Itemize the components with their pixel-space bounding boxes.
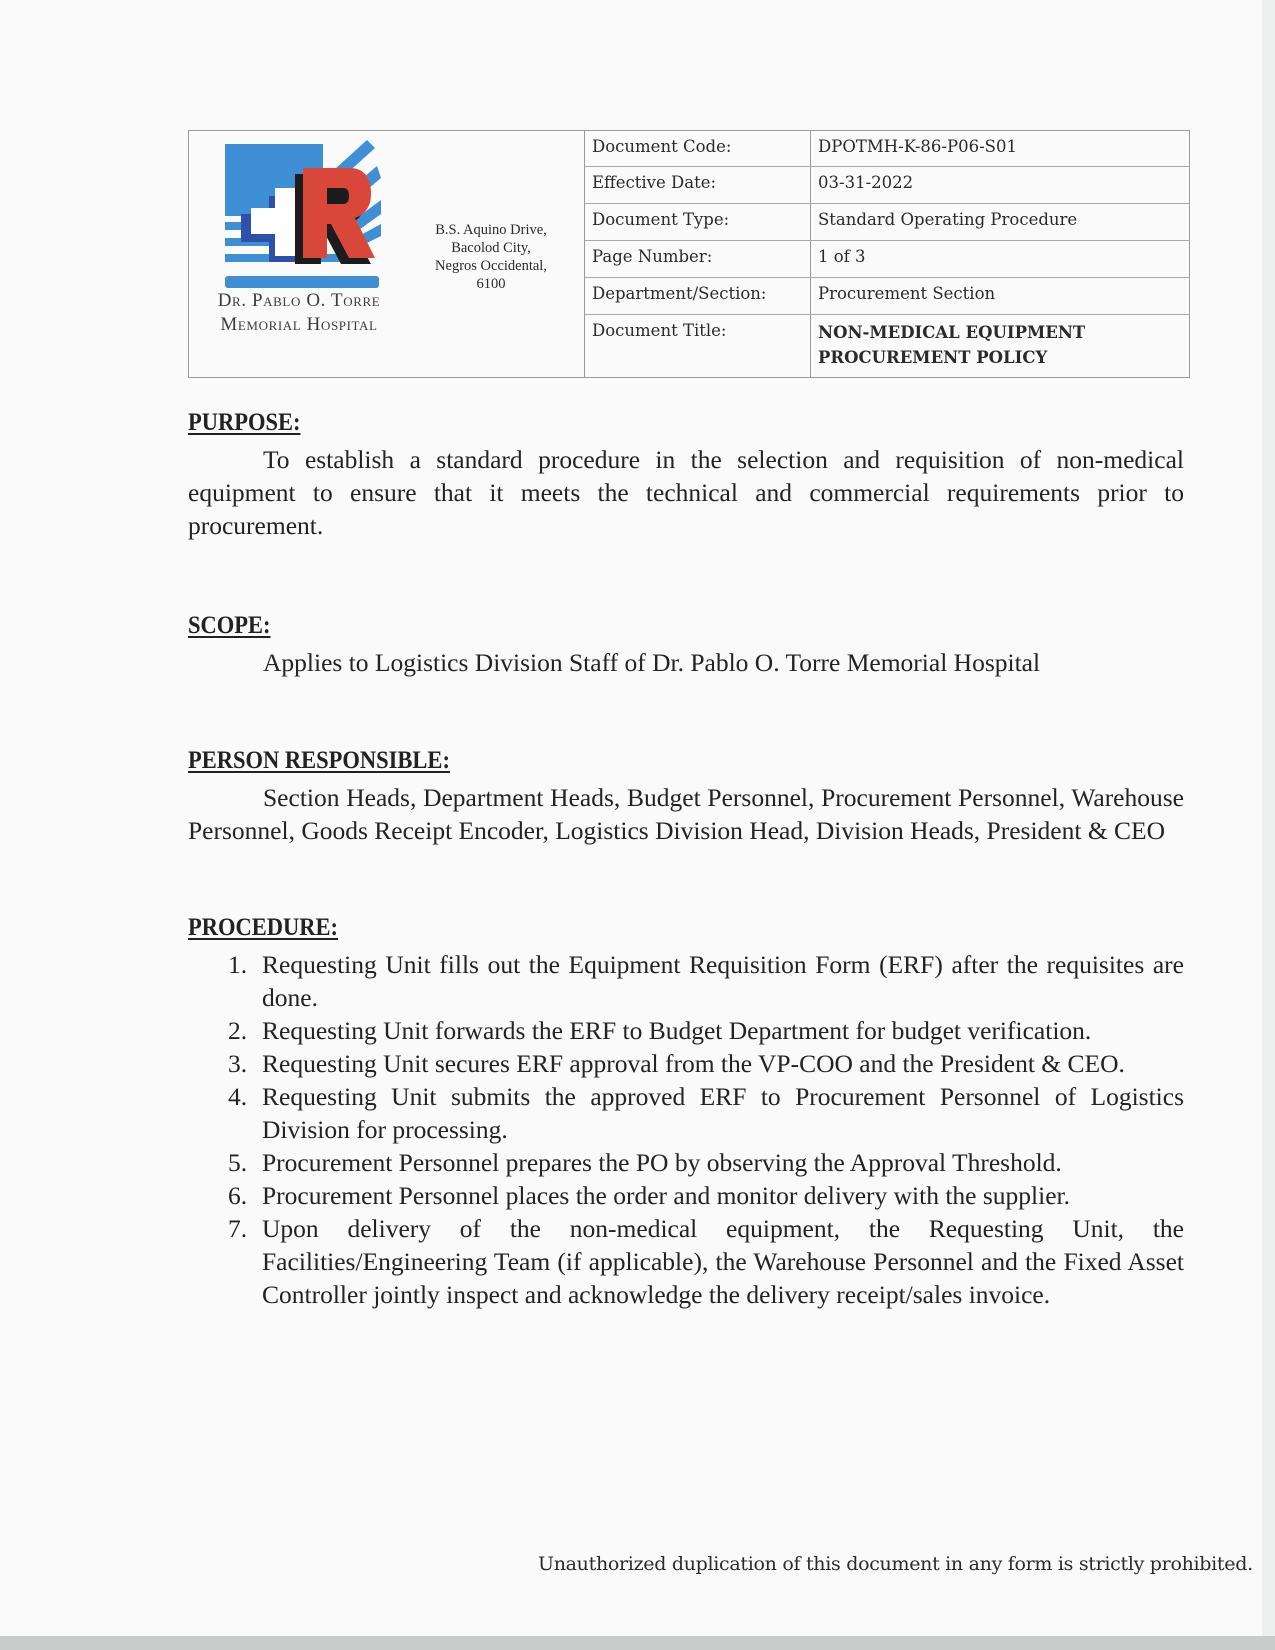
document-meta-table <box>584 131 1190 377</box>
address-line: B.S. Aquino Drive, <box>435 222 547 238</box>
document-title-line2: PROCUREMENT POLICY <box>818 348 1048 367</box>
address-line: 6100 <box>476 276 506 292</box>
procedure-steps <box>188 948 1184 1311</box>
duplication-notice: Unauthorized duplication of this document in any form is strictly prohibited. <box>538 1553 1253 1575</box>
document-title-line1: NON-MEDICAL EQUIPMENT <box>818 323 1086 342</box>
step-number: 3. <box>228 1049 248 1078</box>
step-text: Requesting Unit secures ERF approval from the VP-COO and the President & CEO. <box>262 1049 1125 1078</box>
meta-label: Effective Date: <box>585 167 811 203</box>
procedure-step <box>188 1179 1184 1212</box>
scan-edge-right <box>1262 0 1275 1650</box>
meta-label: Page Number: <box>585 241 811 277</box>
hospital-logo-icon <box>225 138 381 290</box>
procedure-step <box>188 1047 1184 1080</box>
procedure-step <box>188 1212 1184 1311</box>
meta-row-effective-date <box>585 167 1190 204</box>
meta-row-page-number <box>585 241 1190 278</box>
meta-row-document-title <box>585 315 1190 377</box>
scope-text-body: Applies to Logistics Division Staff of Dr. Pablo O. Torre Memorial Hospital <box>263 648 1041 677</box>
address-line: Negros Occidental, <box>435 258 547 274</box>
step-number: 7. <box>228 1214 248 1243</box>
address-line: Bacolod City, <box>451 240 531 256</box>
meta-row-department <box>585 278 1190 315</box>
person-responsible-text <box>188 781 1184 847</box>
meta-value: Standard Operating Procedure <box>818 210 1078 229</box>
step-text: Requesting Unit forwards the ERF to Budget Department for budget verification. <box>262 1016 1092 1045</box>
meta-label: Document Code: <box>585 131 811 166</box>
step-text: Procurement Personnel places the order and monitor delivery with the supplier. <box>262 1181 1070 1210</box>
procedure-step <box>188 1146 1184 1179</box>
meta-value: Procurement Section <box>818 284 996 303</box>
meta-label: Document Title: <box>585 315 811 377</box>
meta-row-document-type <box>585 204 1190 241</box>
hospital-address <box>397 131 585 377</box>
step-text: Procurement Personnel prepares the PO by observing the Approval Threshold. <box>262 1148 1062 1177</box>
procedure-step <box>188 948 1184 1014</box>
step-text: Upon delivery of the non-medical equipment, the Requesting Unit, the Facilities/Engineering Team (if applicable), the Warehouse Personnel and the Fixed Asset Controller jointly inspect and acknowledge the delivery receipt/sales invoice. <box>262 1214 1184 1309</box>
scan-edge-bottom <box>0 1636 1275 1650</box>
scope-text <box>188 646 1184 679</box>
meta-value: 03-31-2022 <box>818 173 914 192</box>
hospital-name-line2: Memorial Hospital <box>220 314 378 335</box>
hospital-name-line1: Dr. Pablo O. Torre <box>217 290 381 311</box>
person-responsible-text-body: Section Heads, Department Heads, Budget Personnel, Procurement Personnel, Warehouse Personnel, Goods Receipt Encoder, Logistics Division Head, Division Heads, President & CEO <box>188 783 1184 845</box>
scope-heading: SCOPE: <box>188 612 271 639</box>
procedure-step <box>188 1014 1184 1047</box>
purpose-text-body: To establish a standard procedure in the selection and requisition of non-medical equipment to ensure that it meets the technical and commercial requirements prior to procurement. <box>188 445 1184 540</box>
purpose-text <box>188 443 1184 542</box>
procedure-heading: PROCEDURE: <box>188 914 339 941</box>
person-responsible-heading: PERSON RESPONSIBLE: <box>188 747 450 774</box>
meta-value: 1 of 3 <box>818 247 866 266</box>
document-title <box>811 315 1190 377</box>
step-number: 5. <box>228 1148 248 1177</box>
document-header-table <box>188 130 1190 378</box>
step-number: 6. <box>228 1181 248 1210</box>
hospital-name <box>189 289 409 337</box>
step-number: 4. <box>228 1082 248 1111</box>
meta-label: Department/Section: <box>585 278 811 314</box>
purpose-heading: PURPOSE: <box>188 409 301 436</box>
procedure-step <box>188 1080 1184 1146</box>
meta-value: DPOTMH-K-86-P06-S01 <box>818 137 1017 156</box>
step-text: Requesting Unit fills out the Equipment Requisition Form (ERF) after the requisites are done. <box>262 950 1184 1012</box>
meta-row-document-code <box>585 131 1190 167</box>
meta-label: Document Type: <box>585 204 811 240</box>
step-number: 1. <box>228 950 248 979</box>
step-text: Requesting Unit submits the approved ERF to Procurement Personnel of Logistics Division for processing. <box>262 1082 1184 1144</box>
hospital-logo-cell <box>189 131 397 377</box>
step-number: 2. <box>228 1016 248 1045</box>
